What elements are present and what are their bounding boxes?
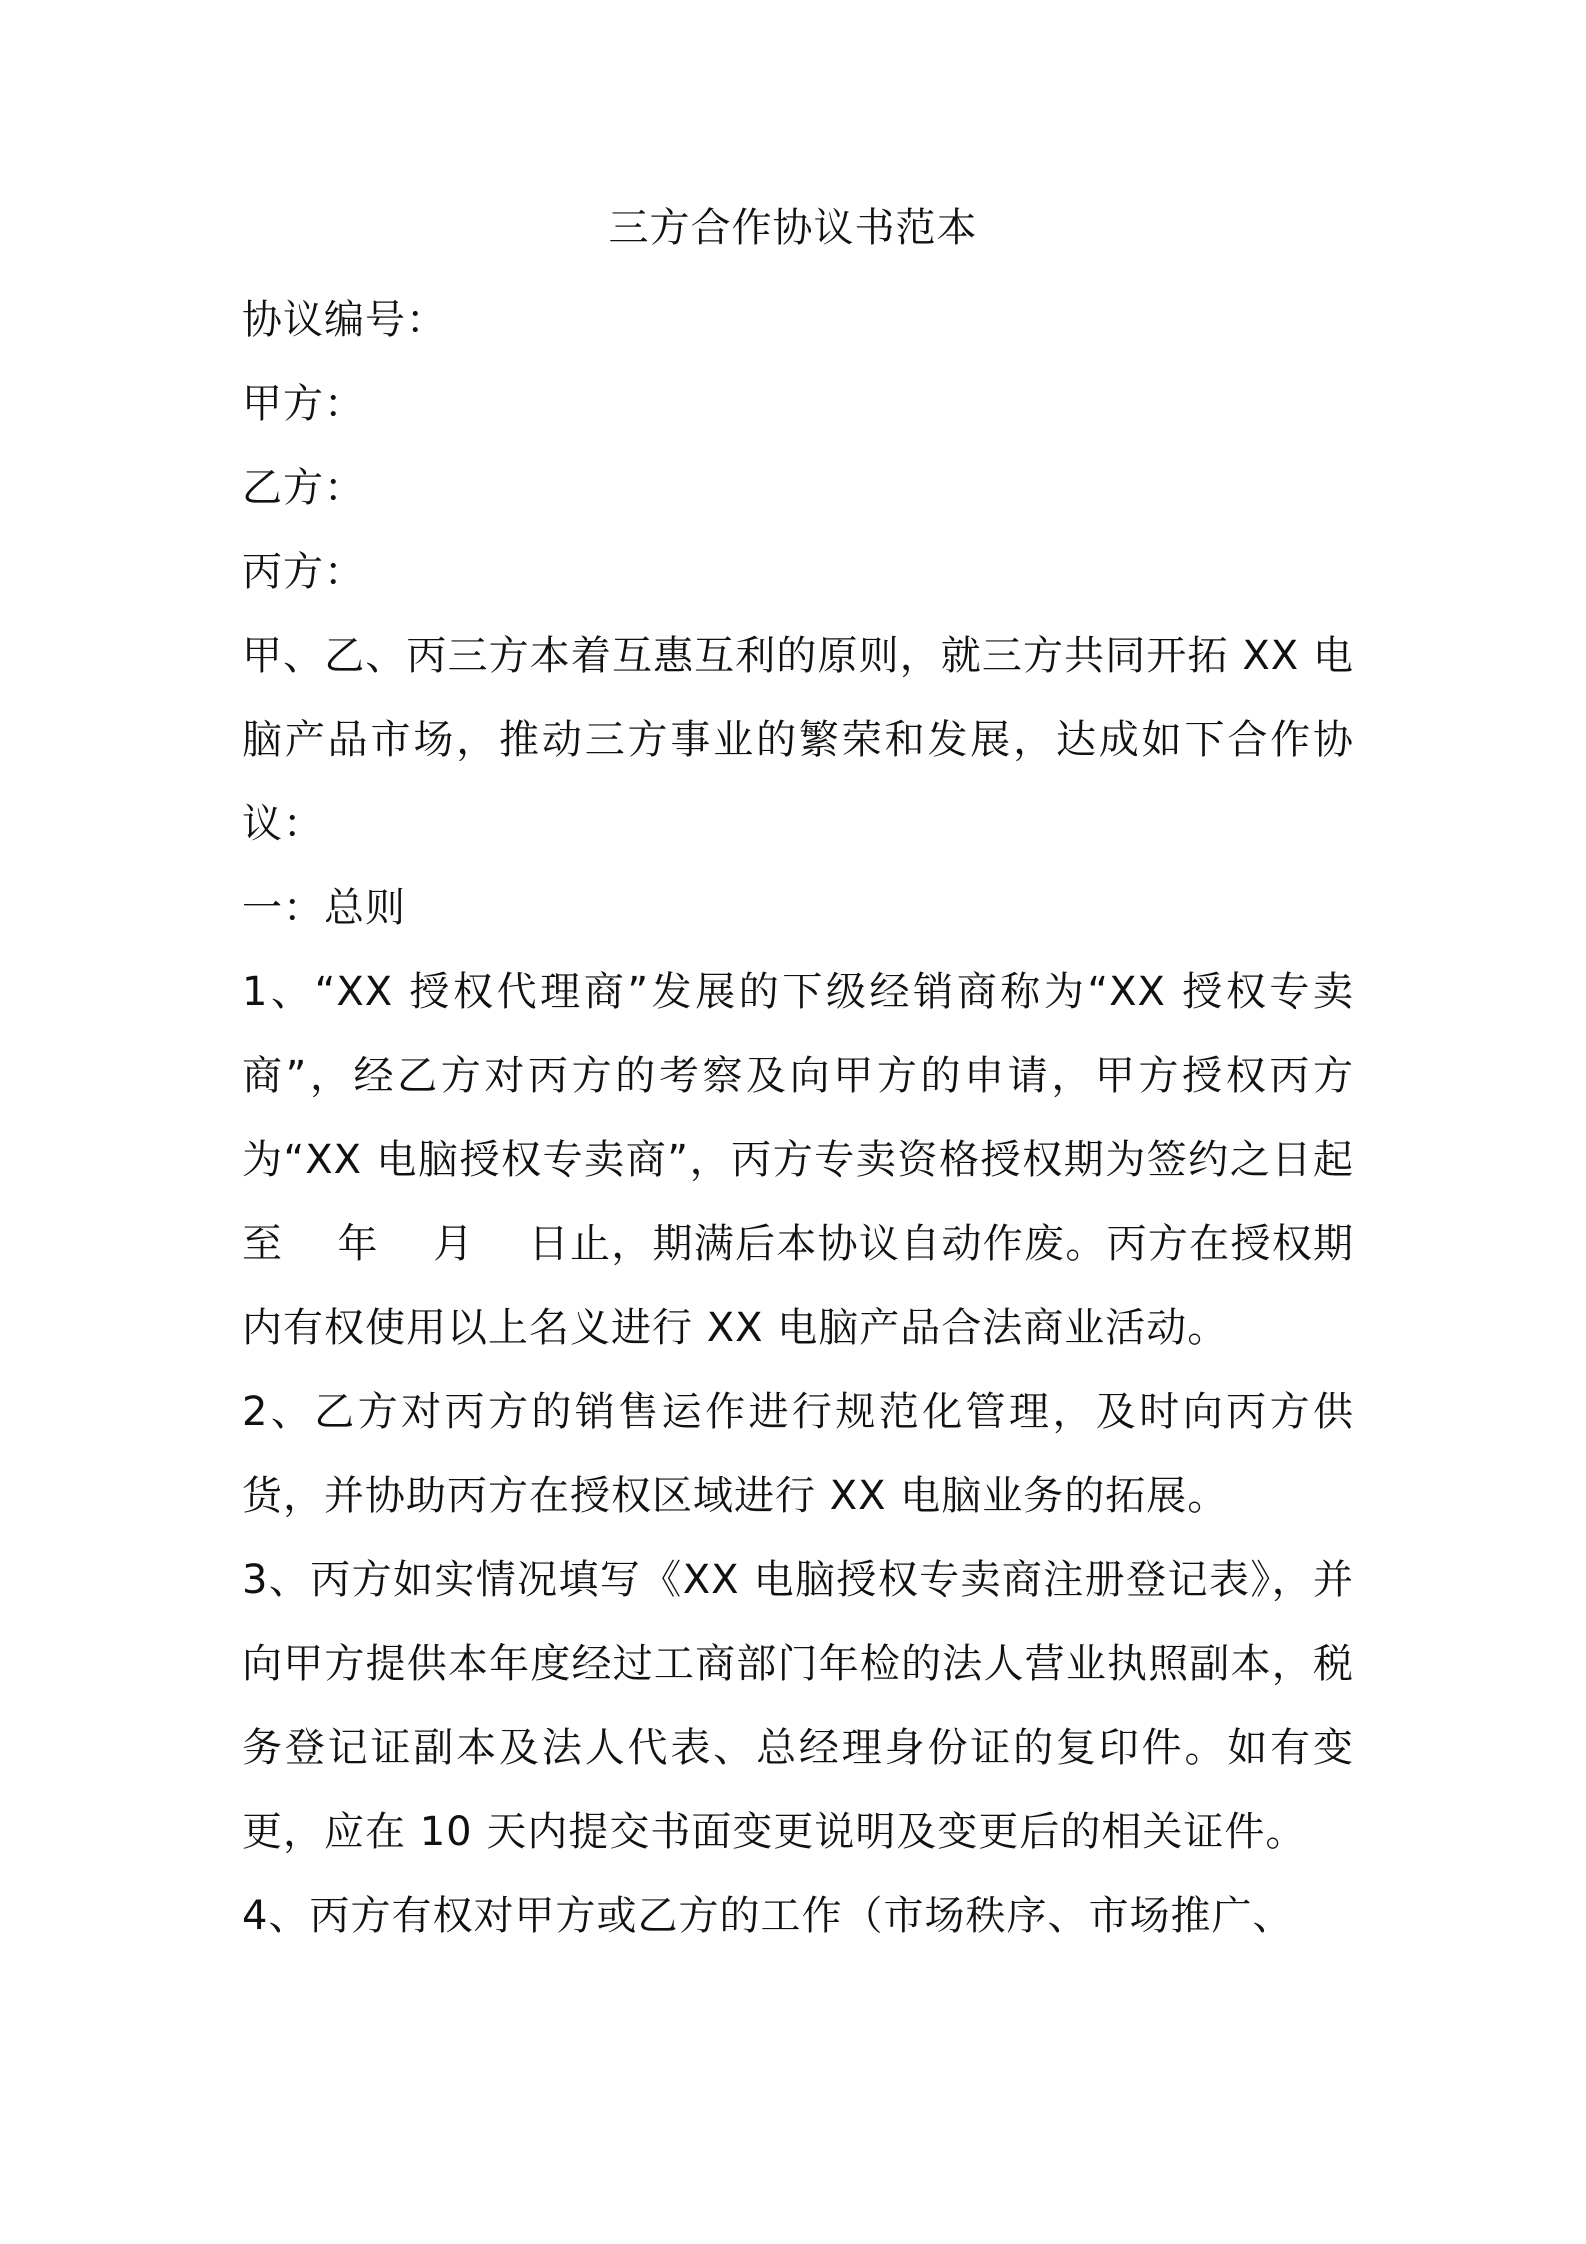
clause-1-month-label: 月 xyxy=(432,1221,475,1267)
preamble-paragraph: 甲、乙、丙三方本着互惠互利的原则，就三方共同开拓 XX 电脑产品市场，推动三方事业的繁荣和发展，达成如下合作协议： xyxy=(242,633,1354,847)
clause-1 xyxy=(242,950,1354,1370)
agreement-number-field: 协议编号： xyxy=(242,297,447,343)
clause-1-text-start: 1、“XX 授权代理商”发展的下级经销商称为“XX 授权专卖商”，经乙方对丙方的考察及向甲方的申请，甲方授权丙方为“XX 电脑授权专卖商”，丙方专卖资格授权期为签约之日起至 xyxy=(242,969,1354,1267)
clause-1-year-label: 年 xyxy=(337,1221,379,1267)
clause-1-text-end: 日止，期满后本协议自动作废。丙方在授权期内有权使用以上名义进行 XX 电脑产品合法商业活动。 xyxy=(242,1221,1355,1351)
document-body xyxy=(242,278,1354,1958)
party-a-field: 甲方： xyxy=(242,381,365,427)
document-title: 三方合作协议书范本 xyxy=(608,205,978,251)
clause-4: 4、丙方有权对甲方或乙方的工作（市场秩序、市场推广、 xyxy=(242,1893,1294,1939)
party-c-field: 丙方： xyxy=(242,549,365,595)
party-b-field: 乙方： xyxy=(242,465,365,511)
clause-2: 2、乙方对丙方的销售运作进行规范化管理，及时向丙方供货，并协助丙方在授权区域进行 XX 电脑业务的拓展。 xyxy=(242,1389,1354,1519)
section-heading-general: 一：总则 xyxy=(242,885,406,931)
clause-3: 3、丙方如实情况填写《XX 电脑授权专卖商注册登记表》，并向甲方提供本年度经过工商部门年检的法人营业执照副本，税务登记证副本及法人代表、总经理身份证的复印件。如有变更，应在 10 天内提交书面变更说明及变更后的相关证件。 xyxy=(242,1557,1354,1855)
